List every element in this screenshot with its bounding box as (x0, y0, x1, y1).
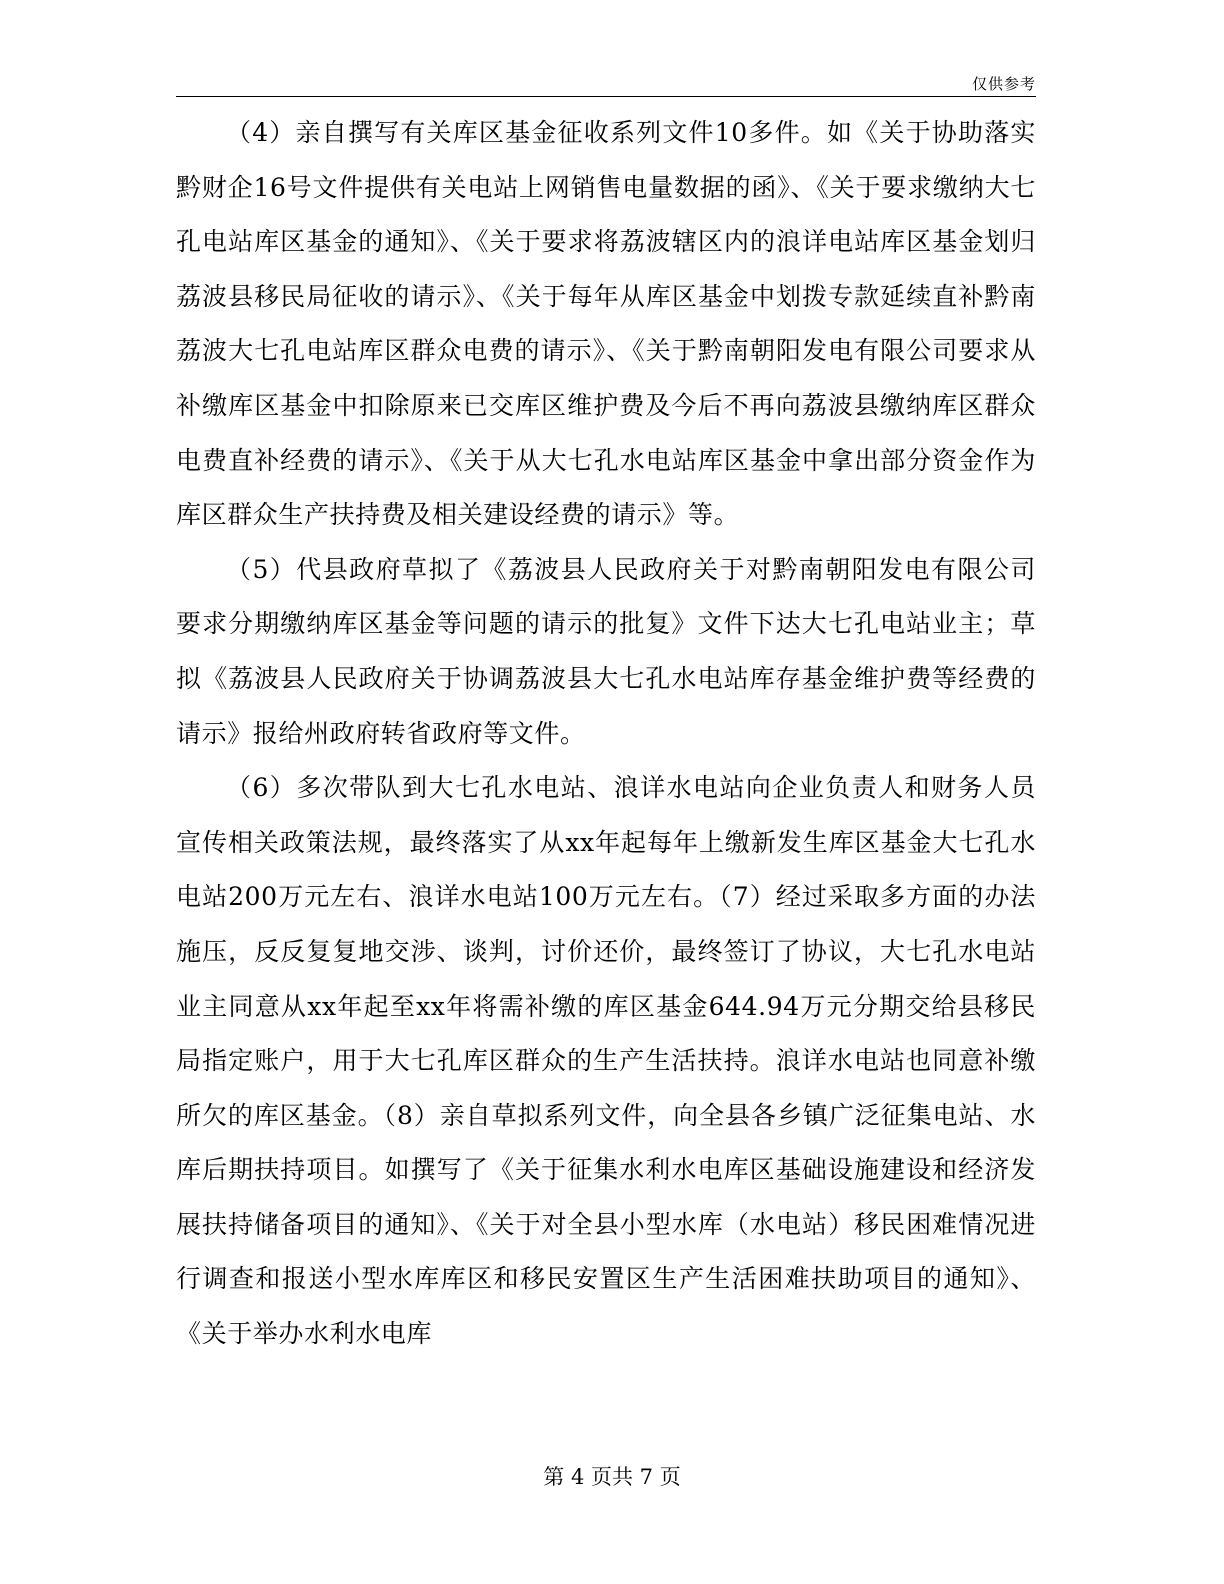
paragraph-item-6-7-8: （6）多次带队到大七孔水电站、浪详水电站向企业负责人和财务人员宣传相关政策法规，最终落实了从xx年起每年上缴新发生库区基金大七孔水电站200万元左右、浪详水电站100万元左右。（7）经过采取多方面的办法施压，反反复复地交涉、谈判，讨价还价，最终签订了协议，大七孔水电站业主同意从xx年起至xx年将需补缴的库区基金644.94万元分期交给县移民局指定账户，用于大七孔库区群众的生产生活扶持。浪详水电站也同意补缴所欠的库区基金。（8）亲自草拟系列文件，向全县各乡镇广泛征集电站、水库后期扶持项目。如撰写了《关于征集水利水电库区基础设施建设和经济发展扶持储备项目的通知》、《关于对全县小型水库（水电站）移民困难情况进行调查和报送小型水库库区和移民安置区生产生活困难扶助项目的通知》、《关于举办水利水电库 (176, 773, 1036, 1349)
page-number: 第 4 页共 7 页 (543, 1465, 681, 1489)
page-header (176, 72, 1036, 97)
header-text: 仅供参考 (971, 75, 1036, 93)
document-body (176, 106, 1036, 1362)
paragraph-item-5: （5）代县政府草拟了《荔波县人民政府关于对黔南朝阳发电有限公司要求分期缴纳库区基金等问题的请示的批复》文件下达大七孔电站业主；草拟《荔波县人民政府关于协调荔波县大七孔水电站库存基金维护费等经费的请示》报给州政府转省政府等文件。 (176, 554, 1036, 748)
paragraph-item-4: （4）亲自撰写有关库区基金征收系列文件10多件。如《关于协助落实黔财企16号文件提供有关电站上网销售电量数据的函》、《关于要求缴纳大七孔电站库区基金的通知》、《关于要求将荔波辖区内的浪详电站库区基金划归荔波县移民局征收的请示》、《关于每年从库区基金中划拨专款延续直补黔南荔波大七孔电站库区群众电费的请示》、《关于黔南朝阳发电有限公司要求从补缴库区基金中扣除原来已交库区维护费及今后不再向荔波县缴纳库区群众电费直补经费的请示》、《关于从大七孔水电站库区基金中拿出部分资金作为库区群众生产扶持费及相关建设经费的请示》等。 (176, 118, 1036, 530)
